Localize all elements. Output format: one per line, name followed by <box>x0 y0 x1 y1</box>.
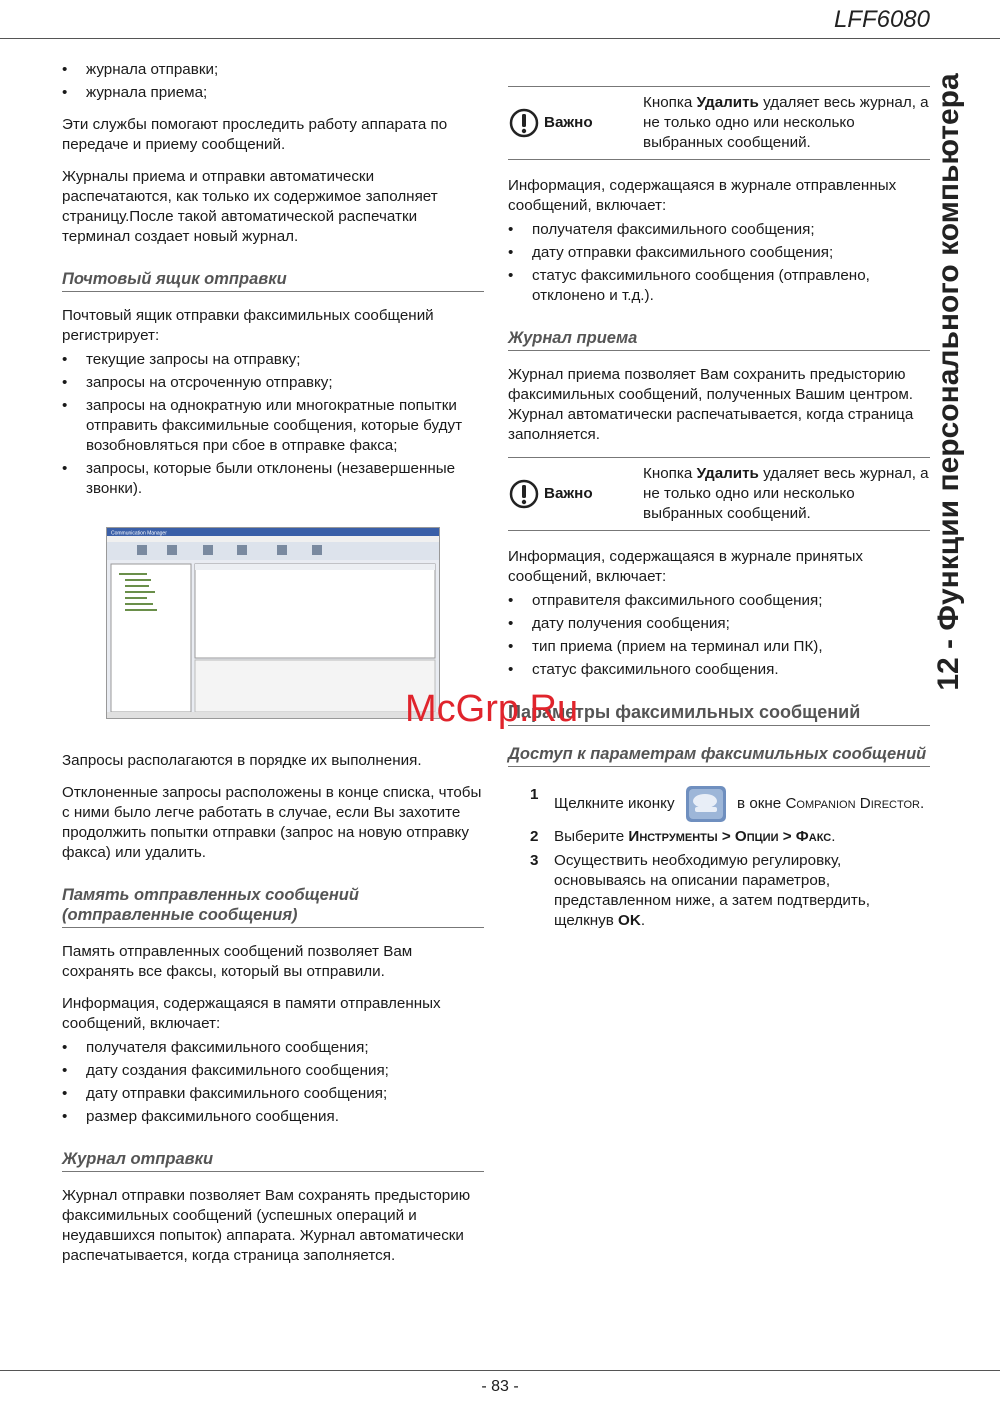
received-info-list <box>508 591 930 680</box>
list-item: • размер факсимильного сообщения. <box>62 1107 484 1127</box>
screenshot-window-title: Communication Manager <box>111 530 167 537</box>
warning-icon <box>508 478 540 510</box>
left-column <box>62 60 484 1278</box>
chapter-title: 12 - Функции персонального компьютера <box>932 73 965 691</box>
paragraph: Память отправленных сообщений позволяет Вам сохранять все факсы, который вы отправили. <box>62 943 413 980</box>
subsection-heading-access: Доступ к параметрам факсимильных сообщений <box>508 744 930 767</box>
screenshot-image <box>107 528 439 718</box>
note-label <box>508 464 643 524</box>
important-note <box>508 86 930 160</box>
paragraph: Журнал отправки позволяет Вам сохранять предысторию факсимильных сообщений (успешных операций и неудавшихся попыток) аппарата. Журнал автоматически распечатывается, когда страница заполняется. <box>62 1187 471 1264</box>
page-number: - 83 - <box>481 1378 519 1395</box>
header-rule <box>0 38 1000 39</box>
section-heading-send-log: Журнал отправки <box>62 1149 484 1172</box>
paragraph: Запросы располагаются в порядке их выполнения. <box>62 752 422 769</box>
list-item: • текущие запросы на отправку; <box>62 350 484 370</box>
note-label <box>508 93 643 153</box>
list-item: • отправителя факсимильного сообщения; <box>508 591 930 611</box>
communication-manager-screenshot <box>106 527 440 719</box>
paragraph: Отклоненные запросы расположены в конце списка, чтобы с ними было легче работать в случае, если Вы захотите продолжить попытки отправки (запрос на новую отправку факса) или удалить. <box>62 784 482 861</box>
list-item: • запросы, которые были отклонены (незавершенные звонки). <box>62 459 484 499</box>
list-item: • дату получения сообщения; <box>508 614 930 634</box>
paragraph: Журнал приема позволяет Вам сохранить предысторию факсимильных сообщений, полученных Вашим центром. Журнал автоматически распечатывается, когда страница заполняется. <box>508 366 914 443</box>
list-item: • запросы на отсроченную отправку; <box>62 373 484 393</box>
step-item: 3 Осуществить необходимую регулировку, основываясь на описании параметров, представленном ниже, а затем подтвердить, щелкнув OK. <box>530 852 870 929</box>
paragraph: Почтовый ящик отправки факсимильных сообщений регистрирует: <box>62 307 434 344</box>
list-item: • дату отправки факсимильного сообщения; <box>508 243 930 263</box>
note-label-text: Важно <box>544 114 593 131</box>
steps-list <box>508 785 930 931</box>
sent-info-list <box>508 220 930 306</box>
important-note <box>508 457 930 531</box>
outbox-list <box>62 350 484 499</box>
footer-rule <box>0 1370 1000 1371</box>
section-heading-sent: Память отправленных сообщений (отправленные сообщения) <box>62 885 484 928</box>
section-heading-outbox: Почтовый ящик отправки <box>62 269 484 292</box>
note-text: Кнопка Удалить удаляет весь журнал, а не только одно или несколько выбранных сообщений. <box>643 94 929 151</box>
list-item: • получателя факсимильного сообщения; <box>508 220 930 240</box>
section-heading-receive-log: Журнал приема <box>508 328 930 351</box>
paragraph: Информация, содержащаяся в журнале принятых сообщений, включает: <box>508 548 863 585</box>
list-item: • статус факсимильного сообщения. <box>508 660 930 680</box>
right-column <box>508 86 930 935</box>
companion-director-icon[interactable] <box>683 785 729 823</box>
watermark: McGrp.Ru <box>405 688 579 730</box>
paragraph: Информация, содержащаяся в журнале отправленных сообщений, включает: <box>508 177 897 214</box>
step-item: 1 Щелкните иконку в окне Companion Director. <box>508 785 930 823</box>
list-item: • статус факсимильного сообщения (отправлено, отклонено и т.д.). <box>508 266 930 306</box>
paragraph: Эти службы помогают проследить работу аппарата по передаче и приему сообщений. <box>62 116 448 153</box>
list-item: • журнала приема; <box>62 83 484 103</box>
intro-list <box>62 60 484 103</box>
paragraph: Журналы приема и отправки автоматически распечатаются, как только их содержимое заполняет страницу.После такой автоматической распечатки терминал создает новый журнал. <box>62 168 438 245</box>
section-heading-params: Параметры факсимильных сообщений <box>508 702 930 726</box>
step-item: 2 Выберите Инструменты > Опции > Факс. <box>530 828 836 845</box>
list-item: • журнала отправки; <box>62 60 484 80</box>
note-text: Кнопка Удалить удаляет весь журнал, а не только одно или несколько выбранных сообщений. <box>643 465 929 522</box>
list-item: • дату создания факсимильного сообщения; <box>62 1061 484 1081</box>
note-label-text: Важно <box>544 485 593 502</box>
paragraph: Информация, содержащаяся в памяти отправленных сообщений, включает: <box>62 995 441 1032</box>
list-item: • получателя факсимильного сообщения; <box>62 1038 484 1058</box>
list-item: • запросы на однократную или многократные попытки отправить факсимильные сообщения, которые будут возобновляться при сбое в отправке факса; <box>62 396 484 456</box>
header-title: LFF6080 <box>833 6 930 33</box>
warning-icon <box>508 107 540 139</box>
list-item: • дату отправки факсимильного сообщения; <box>62 1084 484 1104</box>
list-item: • тип приема (прием на терминал или ПК), <box>508 637 930 657</box>
sent-list <box>62 1038 484 1127</box>
